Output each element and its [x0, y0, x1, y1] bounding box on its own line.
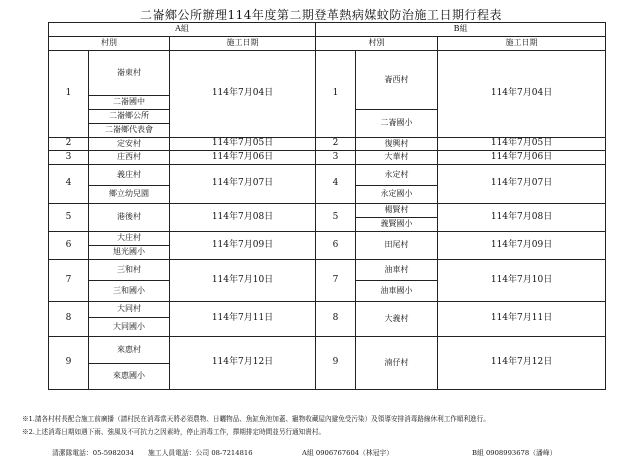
a-row-number: 7 [49, 260, 89, 302]
b-row-number: 9 [316, 337, 356, 390]
a-row-number: 8 [49, 302, 89, 337]
group-b-phone: B組 0908993678（潘峰） [472, 449, 557, 457]
a-date: 114年7月04日 [170, 51, 316, 138]
a-village: 港後村 [89, 204, 170, 232]
b-row-number: 6 [316, 232, 356, 260]
a-village: 定安村 [89, 138, 170, 151]
a-village: 三和村 [89, 260, 170, 281]
a-row-number: 1 [49, 51, 89, 138]
a-village: 鄉立幼兒園 [89, 186, 170, 204]
b-date: 114年7月11日 [438, 302, 606, 337]
a-date: 114年7月06日 [170, 151, 316, 165]
a-row-number: 6 [49, 232, 89, 260]
schedule-table [48, 22, 606, 390]
group-b-date-header: 施工日期 [438, 37, 606, 51]
b-village: 大華村 [356, 151, 438, 165]
note-2: ※2.上述消毒日期如遇下雨、強風及不可抗力之因素時，停止消毒工作，擇期排定時間並另行通知貴村。 [22, 428, 326, 436]
a-village: 三和國小 [89, 281, 170, 302]
a-village: 義庄村 [89, 165, 170, 186]
b-date: 114年7月12日 [438, 337, 606, 390]
a-date: 114年7月05日 [170, 138, 316, 151]
group-b-label: B組 [316, 23, 606, 37]
a-row-number: 5 [49, 204, 89, 232]
b-row-number: 2 [316, 138, 356, 151]
group-b-village-header: 村別 [316, 37, 438, 51]
a-date: 114年7月09日 [170, 232, 316, 260]
b-village: 復興村 [356, 138, 438, 151]
a-date: 114年7月11日 [170, 302, 316, 337]
a-date: 114年7月07日 [170, 165, 316, 204]
b-village: 油車村 [356, 260, 438, 281]
b-row-number: 3 [316, 151, 356, 165]
a-village: 大同國小 [89, 318, 170, 337]
b-row-number: 1 [316, 51, 356, 138]
a-date: 114年7月10日 [170, 260, 316, 302]
b-date: 114年7月05日 [438, 138, 606, 151]
a-village: 二崙國中 [89, 96, 170, 110]
b-row-number: 4 [316, 165, 356, 204]
a-row-number: 3 [49, 151, 89, 165]
b-row-number: 8 [316, 302, 356, 337]
b-village: 油車國小 [356, 281, 438, 302]
b-village: 大義村 [356, 302, 438, 337]
b-date: 114年7月08日 [438, 204, 606, 232]
a-village: 大庄村 [89, 232, 170, 246]
b-village: 永定村 [356, 165, 438, 186]
group-a-phone: A組 0906767604（林冠宇） [302, 449, 394, 457]
a-row-number: 2 [49, 138, 89, 151]
a-village: 大同村 [89, 302, 170, 318]
group-a-label: A組 [49, 23, 316, 37]
group-a-village-header: 村別 [49, 37, 170, 51]
a-row-number: 4 [49, 165, 89, 204]
b-date: 114年7月09日 [438, 232, 606, 260]
a-village: 來惠國小 [89, 364, 170, 390]
b-village: 永定國小 [356, 186, 438, 204]
b-village: 二崙國小 [356, 110, 438, 138]
b-village: 義賢國小 [356, 218, 438, 232]
b-village: 湳仔村 [356, 337, 438, 390]
a-village: 來惠村 [89, 337, 170, 364]
b-village: 崙西村 [356, 51, 438, 110]
b-date: 114年7月10日 [438, 260, 606, 302]
a-row-number: 9 [49, 337, 89, 390]
b-village: 田尾村 [356, 232, 438, 260]
b-row-number: 5 [316, 204, 356, 232]
b-date: 114年7月07日 [438, 165, 606, 204]
a-village: 二崙鄉代表會 [89, 124, 170, 138]
a-village: 旭光國小 [89, 246, 170, 260]
a-village: 崙東村 [89, 51, 170, 96]
a-date: 114年7月12日 [170, 337, 316, 390]
notes [22, 413, 490, 439]
page-title: 二崙鄉公所辦理114年度第二期登革熱病媒蚊防治施工日期行程表 [140, 8, 502, 22]
a-village: 庄西村 [89, 151, 170, 165]
b-date: 114年7月04日 [438, 51, 606, 138]
office-phone: 施工人員電話：公司 08-7214816 [148, 449, 253, 457]
b-row-number: 7 [316, 260, 356, 302]
b-date: 114年7月06日 [438, 151, 606, 165]
clinic-phone: 清潔隊電話：05-5982034 [52, 449, 134, 457]
group-a-date-header: 施工日期 [170, 37, 316, 51]
a-date: 114年7月08日 [170, 204, 316, 232]
b-village: 楊賢村 [356, 204, 438, 218]
a-village: 二崙鄉公所 [89, 110, 170, 124]
note-1: ※1.請各村村長配合施工前廣播（請村民在消毒當天將必須農物、日曬物品、魚缸魚池加蓋、寵物收藏屋內避免受污染）及領導安排消毒路線休利工作順利進行。 [22, 415, 490, 423]
